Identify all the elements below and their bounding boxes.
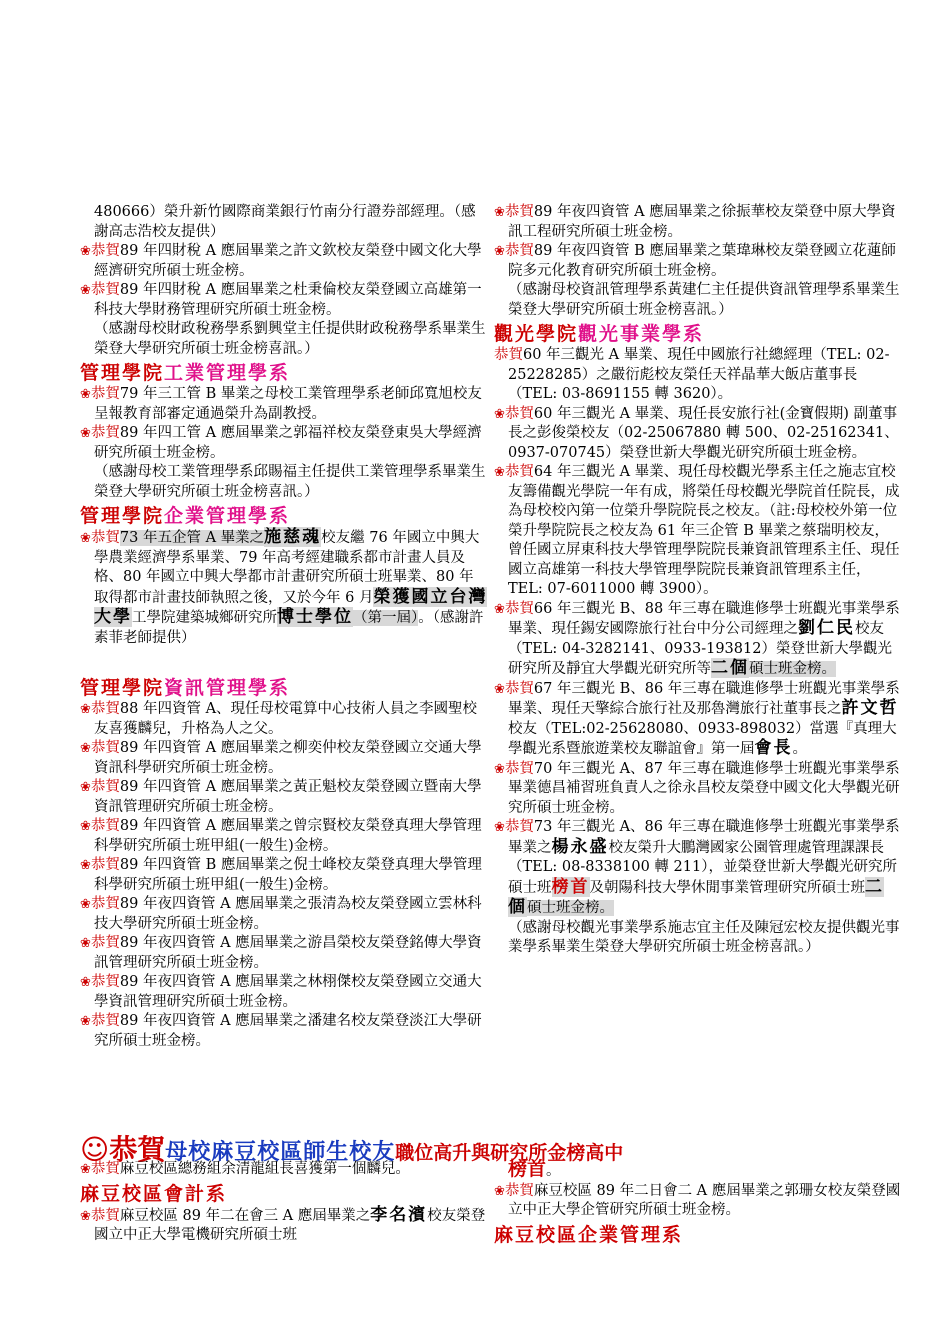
news-item: ❀恭賀麻豆校區總務組余清龍組長喜獲第一個麟兒。 xyxy=(80,1161,410,1177)
flower-icon: ❀ xyxy=(80,426,91,441)
campus-banner: ☺恭賀母校麻豆校區師生校友職位高升與研究所金榜高中 xyxy=(80,1133,624,1166)
news-item: ❀恭賀89 年四工管 A 應屆畢業之郭福祥校友榮登東吳大學經濟研究所碩士班金榜。 xyxy=(80,425,482,461)
section-heading: 麻豆校區企業管理系 xyxy=(494,1223,684,1246)
flower-icon: ❀ xyxy=(80,936,91,951)
flower-icon: ❀ xyxy=(494,1183,505,1199)
news-item: ❀恭賀89 年四資管 A 應屆畢業之柳奕仲校友榮登國立交通大學資訊科學研究所碩士班金榜。 xyxy=(80,740,482,776)
news-item: ❀恭賀60 年三觀光 A 畢業、現任長安旅行社(金寶假期) 副董事長之彭俊榮校友（02-25067880 轉 500、02-25162341、0937-070745）榮登世新大學觀光研究所碩士班金榜。 xyxy=(494,405,899,461)
news-item: ❀恭賀89 年夜四資管 A 應屆畢業之林栩傑校友榮登國立交通大學資訊管理研究所碩士班金榜。 xyxy=(80,974,482,1010)
right-column xyxy=(494,203,902,958)
flower-icon: ❀ xyxy=(494,244,505,259)
news-item: ❀恭賀89 年夜四資管 A 應屆畢業之游昌榮校友榮登銘傳大學資訊管理研究所碩士班金榜。 xyxy=(80,935,482,971)
section-heading: 觀光學院觀光事業學系 xyxy=(494,323,705,345)
section-heading: 管理學院資訊管理學系 xyxy=(80,677,291,699)
left-column xyxy=(80,203,488,1051)
flower-icon: ❀ xyxy=(80,244,91,259)
flower-icon: ❀ xyxy=(494,820,505,835)
thanks-note: （感謝母校資訊管理學系黃建仁主任提供資訊管理學系畢業生榮登大學研究所碩士班金榜喜訊。） xyxy=(508,282,900,318)
flower-icon: ❀ xyxy=(494,205,505,220)
news-item: ❀恭賀89 年四資管 A 應屆畢業之黃正魁校友榮登國立暨南大學資訊管理研究所碩士班金榜。 xyxy=(80,779,482,815)
news-item: ❀恭賀89 年四資管 B 應屆畢業之倪士峰校友榮登真理大學管理科學研究所碩士班甲組(一般生)金榜。 xyxy=(80,857,482,893)
flower-icon: ❀ xyxy=(80,1208,91,1224)
bottom-right-column xyxy=(494,1160,902,1247)
flower-icon: ❀ xyxy=(80,858,91,873)
thanks-note: （感謝母校工業管理學系邱賜福主任提供工業管理學系畢業生榮登大學研究所碩士班金榜喜訊。） xyxy=(94,464,486,500)
bottom-left-column xyxy=(80,1160,488,1246)
thanks-note: （感謝母校觀光事業學系施志宜主任及陳冠宏校友提供觀光事業學系畢業生榮登大學研究所碩士班金榜喜訊。） xyxy=(508,919,900,955)
news-item: ❀恭賀麻豆校區 89 年二日會二 A 應屆畢業之郭珊女校友榮登國立中正大學企管研究所碩士班金榜。 xyxy=(494,1182,901,1218)
thanks-note: （感謝母校財政稅務學系劉興堂主任提供財政稅務學系畢業生榮登大學研究所碩士班金榜喜訊。） xyxy=(94,321,486,357)
news-item: ❀恭賀88 年四資管 A、現任母校電算中心技術人員之李國聖校友喜獲麟兒，升格為人之父。 xyxy=(80,701,478,737)
flower-icon: ❀ xyxy=(494,761,505,777)
flower-icon: ❀ xyxy=(80,531,91,546)
flower-icon: ❀ xyxy=(80,780,91,795)
news-item: ❀恭賀89 年四財稅 A 應屆畢業之杜秉倫校友榮登國立高雄第一科技大學財務管理研究所碩士班金榜。 xyxy=(80,282,482,318)
flower-icon: ❀ xyxy=(80,1014,91,1029)
news-item: ❀恭賀64 年三觀光 A 畢業、現任母校觀光學系主任之施志宜校友籌備觀光學院一年有成，將榮任母校觀光學院首任院長，成為母校校內第一位榮升學院院長之校友。（註:母校校外第一位榮升學院院長之校友為 61 年三企管 B 畢業之蔡瑞明校友，曾任國立屏東科技大學管理學院院長兼資訊管理系主任、現任國立高雄第一科技大學管理學院院長兼資訊管理系主任，TEL: 07-6011000 轉 3900）。 xyxy=(494,464,900,597)
news-item: ❀恭賀89 年夜四資管 A 應屆畢業之張清為校友榮登國立雲林科技大學研究所碩士班金榜。 xyxy=(80,896,482,932)
news-item: ❀恭賀89 年夜四資管 A 應屆畢業之潘建名校友榮登淡江大學研究所碩士班金榜。 xyxy=(80,1013,482,1049)
news-item: ❀恭賀89 年四財稅 A 應屆畢業之許文欽校友榮登中國文化大學經濟研究所碩士班金榜。 xyxy=(80,243,482,279)
news-item: ❀恭賀66 年三觀光 B、88 年三專在職進修學士班觀光事業學系畢業、現任錫安國際旅行社台中分公司經理之劉仁民校友（TEL: 04-3282141、0933-193812）榮登世新大學觀光研究所及靜宜大學觀光研究所等二個碩士班金榜。 xyxy=(494,600,900,678)
flower-icon: ❀ xyxy=(80,741,91,756)
flower-icon: ❀ xyxy=(80,1162,91,1177)
section-heading: 管理學院工業管理學系 xyxy=(80,362,291,384)
section-heading: 麻豆校區會計系 xyxy=(80,1182,228,1205)
smiley-icon: ☺ xyxy=(80,1133,110,1166)
flower-icon: ❀ xyxy=(494,601,505,617)
news-item: ❀恭賀89 年夜四資管 B 應屆畢業之葉瑋琳校友榮登國立花蓮師院多元化教育研究所碩士班金榜。 xyxy=(494,243,896,279)
paragraph: 榜首。 xyxy=(508,1158,561,1180)
news-item: ❀恭賀89 年四資管 A 應屆畢業之曾宗賢校友榮登真理大學管理科學研究所碩士班甲組(一般生)金榜。 xyxy=(80,818,482,854)
news-item: ❀恭賀79 年三工管 B 畢業之母校工業管理學系老師邱寬旭校友呈報教育部審定通過榮升為副教授。 xyxy=(80,386,482,422)
flower-icon: ❀ xyxy=(80,819,91,834)
flower-icon: ❀ xyxy=(494,681,505,697)
flower-icon: ❀ xyxy=(80,702,91,717)
flower-icon: ❀ xyxy=(494,465,505,480)
flower-icon: ❀ xyxy=(80,283,91,298)
news-item: ❀恭賀67 年三觀光 B、86 年三專在職進修學士班觀光事業學系畢業、現任天擎綜合旅行社及那魯灣旅行社董事長之許文哲校友（TEL:02-25628080、0933-898032）當選『真理大學觀光系暨旅遊業校友聯誼會』第一屆會長。 xyxy=(494,680,900,758)
news-item: ❀恭賀70 年三觀光 A、87 年三專在職進修學士班觀光事業學系畢業德昌補習班負責人之徐永昌校友榮登中國文化大學觀光研究所碩士班金榜。 xyxy=(494,760,900,816)
section-heading: 管理學院企業管理學系 xyxy=(80,505,291,527)
news-item: ❀恭賀麻豆校區 89 年二在會三 A 應屆畢業之李名濱校友榮登國立中正大學電機研究所碩士班 xyxy=(80,1204,486,1243)
flower-icon: ❀ xyxy=(80,975,91,990)
flower-icon: ❀ xyxy=(80,387,91,402)
flower-icon: ❀ xyxy=(80,897,91,912)
flower-icon: ❀ xyxy=(494,406,505,422)
news-item: 恭賀60 年三觀光 A 畢業、現任中國旅行社總經理（TEL: 02-25228285）之嚴衍彪校友榮任天祥晶華大飯店董事長（TEL: 03-8691155 轉 3620）。 xyxy=(494,347,890,402)
paragraph: 480666）榮升新竹國際商業銀行竹南分行證券部經理。（感謝高志浩校友提供） xyxy=(94,204,476,240)
news-item: ❀恭賀73 年三觀光 A、86 年三專在職進修學士班觀光事業學系畢業之楊永盛校友榮升大鵬灣國家公園管理處管理課課長（TEL: 08-8338100 轉 211），並榮登世新大學觀光研究所碩士班榜首及朝陽科技大學休閒事業管理研究所碩士班二個碩士班金榜。 xyxy=(494,819,900,917)
news-item: ❀恭賀89 年夜四資管 A 應屆畢業之徐振華校友榮登中原大學資訊工程研究所碩士班金榜。 xyxy=(494,204,896,240)
news-item: ❀恭賀73 年五企管 A 畢業之施慈魂校友繼 76 年國立中興大學農業經濟學系畢業、79 年高考經建職系都市計畫人員及格、80 年國立中興大學都市計畫研究所碩士班畢業、80 年取得都市計畫技師執照之後，又於今年 6 月榮獲國立台灣大學工學院建築城鄉研究所博士學位（第一屆）。（感謝許素菲老師提供） xyxy=(80,527,488,646)
